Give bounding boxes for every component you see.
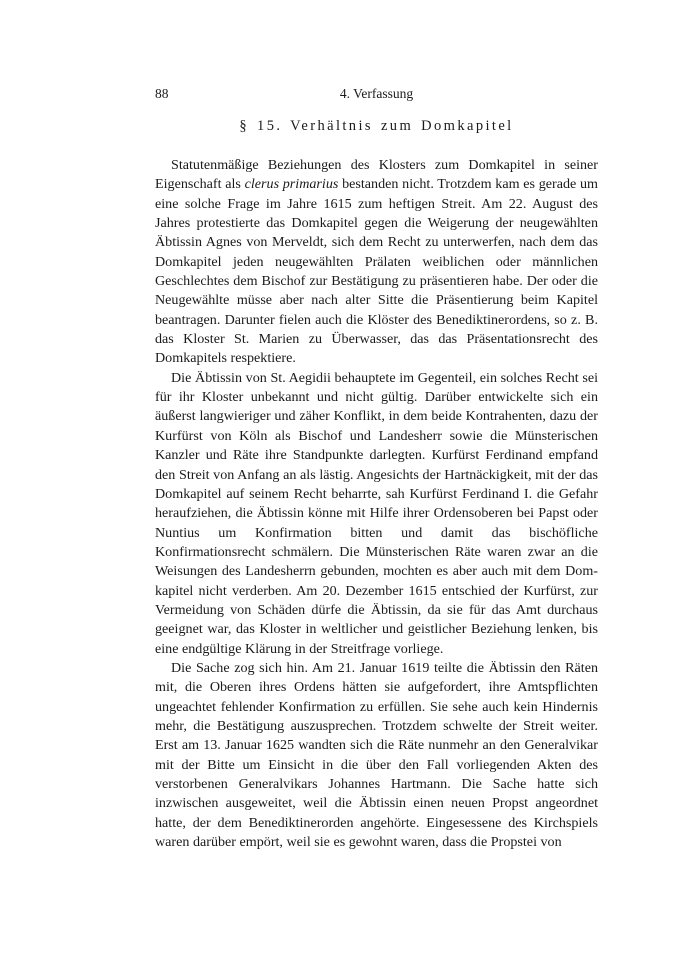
- body-text: [155, 156, 598, 852]
- paragraph: [155, 156, 598, 369]
- section-title: § 15. Verhältnis zum Domkapitel: [239, 118, 514, 134]
- paragraph: Die Äbtissin von St. Aegidii behauptete im Gegenteil, ein solches Recht sei für ihr Kloster unbekannt und nicht gültig. Darüber entwickelte sich ein äußerst langwieriger und zäher Konflikt, in dem beide Kontrahenten, dazu der Kurfürst von Köln als Bischof und Landesherr sowie die Münsterischen Kanzler und Räte ihre Standpunkte darlegten. Kurfürst Ferdinand empfand den Streit von Anfang an als lästig. Angesichts der Hartnäckigkeit, mit der das Domkapitel auf seinem Recht beharrte, sah Kurfürst Ferdinand I. die Gefahr heraufziehen, die Äbtissin könne mit Hilfe ihrer Ordensoberen bei Papst oder Nuntius um Konfirmation bitten und damit das bischöfliche Konfirmationsrecht schmälern. Die Münsterischen Räte waren zwar an die Weisungen des Landesherrn gebunden, mochten es aber auch mit dem Domkapitel nicht verderben. Am 20. Dezember 1615 entschied der Kurfürst, zur Vermeidung von Schäden dürfe die Äbtissin, da sie für das Amt durchaus geeignet war, das Kloster in weltlicher und geistlicher Beziehung lenken, bis eine endgültige Klärung in der Streitfrage vorliege.: [155, 369, 598, 657]
- running-title: 4. Verfassung: [339, 86, 414, 101]
- running-head: [155, 86, 598, 106]
- paragraph-text: bestanden nicht. Trotzdem kam es gerade um eine solche Frage im Jahre 1615 zum heftigen Streit. Am 22. August des Jahres protestierte das Domkapitel gegen die Weigerung der neugewählten Äbtissin Agnes von Merveldt, sich dem Recht zu unterwerfen, nach dem das Domkapitel jeden neugewählten Prälaten weiblichen oder männlichen Geschlechtes dem Bischof zur Bestätigung zu präsentieren habe. Der oder die Neugewählte müsse aber nach alter Sitte die Präsentierung beim Kapitel beantragen. Darunter fielen auch die Klöster des Benediktinerordens, so z. B. das Kloster St. Marien zu Überwasser, das das Präsentationsrecht des Domkapitels respektiere.: [155, 176, 599, 367]
- italic-term: clerus primarius: [244, 176, 339, 193]
- page-number: 88: [155, 86, 169, 101]
- paragraph-text: Statutenmäßige Beziehungen des Klosters zum Domkapitel in seiner Eigenschaft als: [155, 157, 598, 193]
- paragraph: Die Sache zog sich hin. Am 21. Januar 1619 teilte die Äbtissin den Räten mit, die Oberen ihres Ordens hätten sie aufgefordert, ihre Amtspflichten ungeachtet fehlender Konfirmation zu erfüllen. Sie sehe auch kein Hindernis mehr, die Bestätigung auszusprechen. Trotzdem schwelte der Streit weiter. Erst am 13. Januar 1625 wandten sich die Räte nunmehr an den Generalvikar mit der Bitte um Einsicht in die über den Fall vorliegenden Akten des verstorbenen Generalvikars Johannes Hartmann. Die Sache hatte sich inzwischen ausgeweitet, weil die Äbtissin einen neuen Propst angeordnet hatte, der dem Benediktinerorden angehörte. Eingesessene des Kirchspiels waren darüber empört, weil sie es gewohnt waren, dass die Propstei von: [155, 659, 598, 851]
